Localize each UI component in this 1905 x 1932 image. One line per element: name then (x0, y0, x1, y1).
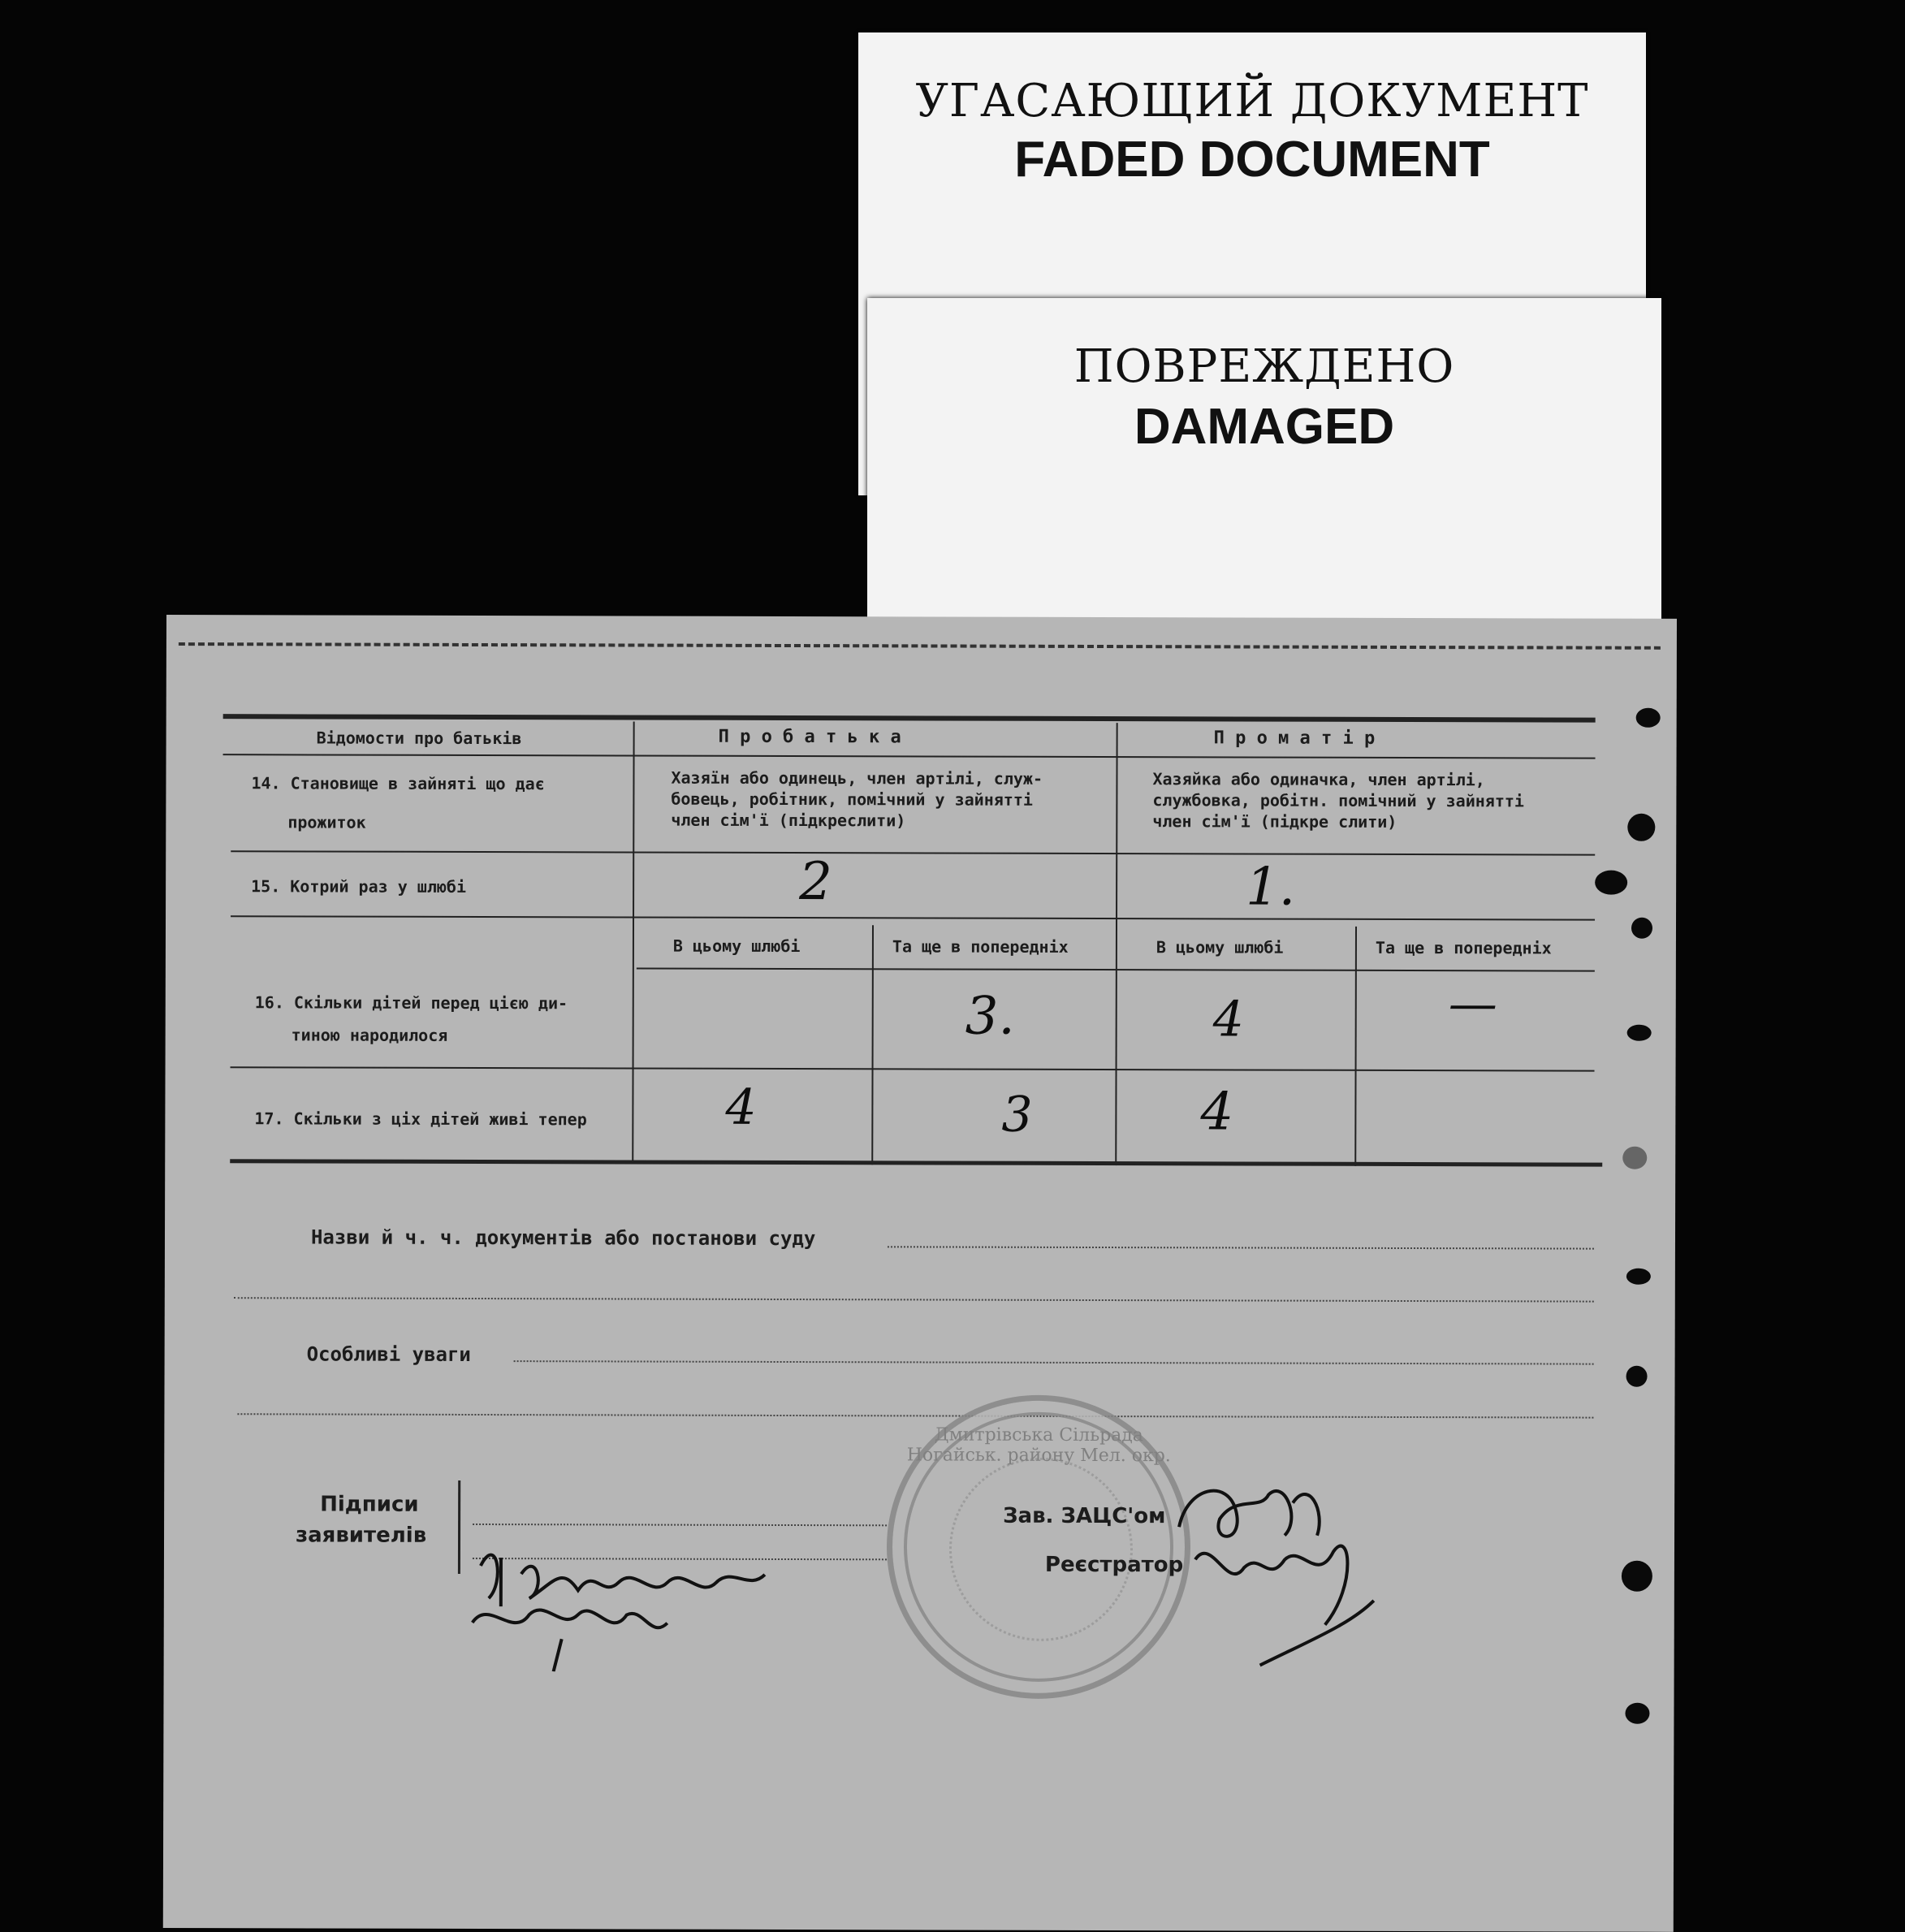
subheader-father-this-marriage: В цьому шлюбі (672, 936, 801, 957)
punch-hole (1631, 918, 1652, 939)
damaged-notice-ru: ПОВРЕЖДЕНО (1073, 340, 1455, 393)
row14-mother-line1: Хазяйка або одиначка, член артілі, (1152, 769, 1485, 790)
applicant-signature (464, 1517, 854, 1672)
table-rule (231, 1066, 1595, 1071)
subheader-mother-previous: Та ще в попередніх (1375, 937, 1552, 958)
row15-father-value: 2 (799, 852, 832, 913)
header-about-father: П р о б а т ь к а (718, 726, 901, 748)
table-col-divider (1354, 927, 1357, 1166)
perforation-line (179, 642, 1661, 650)
row14-father-line3: член сім'ї (підкреслити) (671, 810, 906, 831)
table-bottom-border (230, 1159, 1602, 1166)
row17-father-previous: 3 (1001, 1086, 1033, 1143)
documents-line (234, 1297, 1594, 1302)
row14-mother-line3: член сім'ї (підкре слити) (1152, 811, 1397, 832)
row15-label: 15. Котрий раз у шлюбі (251, 876, 467, 897)
table-rule (231, 915, 1595, 920)
table-rule (223, 754, 1596, 759)
row14-label: 14. Становище в зайняті що дає (251, 773, 545, 794)
signatures-label-cont: заявителів (295, 1523, 427, 1548)
registration-form-sheet (163, 615, 1677, 1932)
table-top-border (223, 714, 1596, 722)
row15-mother-value: 1. (1246, 857, 1296, 918)
row17-father-this: 4 (725, 1078, 757, 1136)
documents-line (888, 1246, 1594, 1249)
signature-brace (458, 1480, 460, 1574)
row16-mother-previous: — (1448, 975, 1497, 1033)
damaged-notice-en: DAMAGED (1134, 399, 1395, 455)
row14-father-line1: Хазяїн або одинець, член артілі, служ- (671, 767, 1043, 789)
subheader-father-previous: Та ще в попередніх (892, 936, 1069, 957)
table-col-divider (632, 722, 634, 1165)
punch-hole (1627, 814, 1655, 841)
table-rule (231, 850, 1595, 855)
row14-label-cont: прожиток (287, 812, 366, 832)
punch-hole (1595, 871, 1627, 895)
head-registry-label: Зав. ЗАЦС'ом (1003, 1503, 1166, 1529)
documents-label: Назви й ч. ч. документів або постанови суду (310, 1225, 816, 1251)
faded-notice-en: FADED DOCUMENT (1014, 132, 1490, 188)
seal-inner-ring (949, 1458, 1134, 1642)
row17-label: 17. Скільки з ціх дітей живі тепер (254, 1109, 587, 1130)
row17-mother-this: 4 (1200, 1082, 1234, 1143)
table-col-divider (871, 925, 874, 1165)
official-seal-stamp (887, 1394, 1191, 1699)
damaged-notice-card (867, 298, 1661, 627)
remarks-label: Особливі уваги (306, 1342, 471, 1366)
punch-hole (1626, 1269, 1651, 1285)
faded-notice-ru: УГАСАЮЩИЙ ДОКУМЕНТ (915, 75, 1589, 128)
punch-hole (1626, 1366, 1648, 1387)
header-about-mother: П р о м а т і р (1213, 728, 1376, 749)
remarks-line (514, 1360, 1594, 1364)
punch-hole (1622, 1147, 1647, 1169)
signatures-label: Підписи (320, 1492, 419, 1517)
header-parents-info: Відомости про батьків (316, 728, 522, 749)
row16-label-cont: тиною народилося (291, 1025, 448, 1045)
registrar-label: Реєстратор (1044, 1552, 1184, 1578)
table-col-divider (1115, 723, 1117, 1165)
punch-hole (1622, 1561, 1652, 1592)
remarks-line (237, 1413, 1593, 1418)
row16-father-previous: 3. (965, 986, 1015, 1047)
punch-hole (1636, 708, 1661, 728)
row14-mother-line2: службовка, робітн. помічний у зайнятті (1152, 790, 1524, 811)
punch-hole (1627, 1025, 1652, 1041)
row16-mother-this: 4 (1212, 991, 1244, 1048)
registrar-signature (1163, 1462, 1440, 1690)
seal-text: Дмитрівська Сільрада Ногайськ. району Мел. окр. (906, 1424, 1171, 1467)
subheader-mother-this-marriage: В цьому шлюбі (1156, 937, 1284, 957)
row14-father-line2: бовець, робітник, помічний у зайнятті (671, 789, 1033, 810)
punch-hole (1625, 1703, 1649, 1724)
row16-label: 16. Скільки дітей перед цією ди- (254, 992, 568, 1014)
